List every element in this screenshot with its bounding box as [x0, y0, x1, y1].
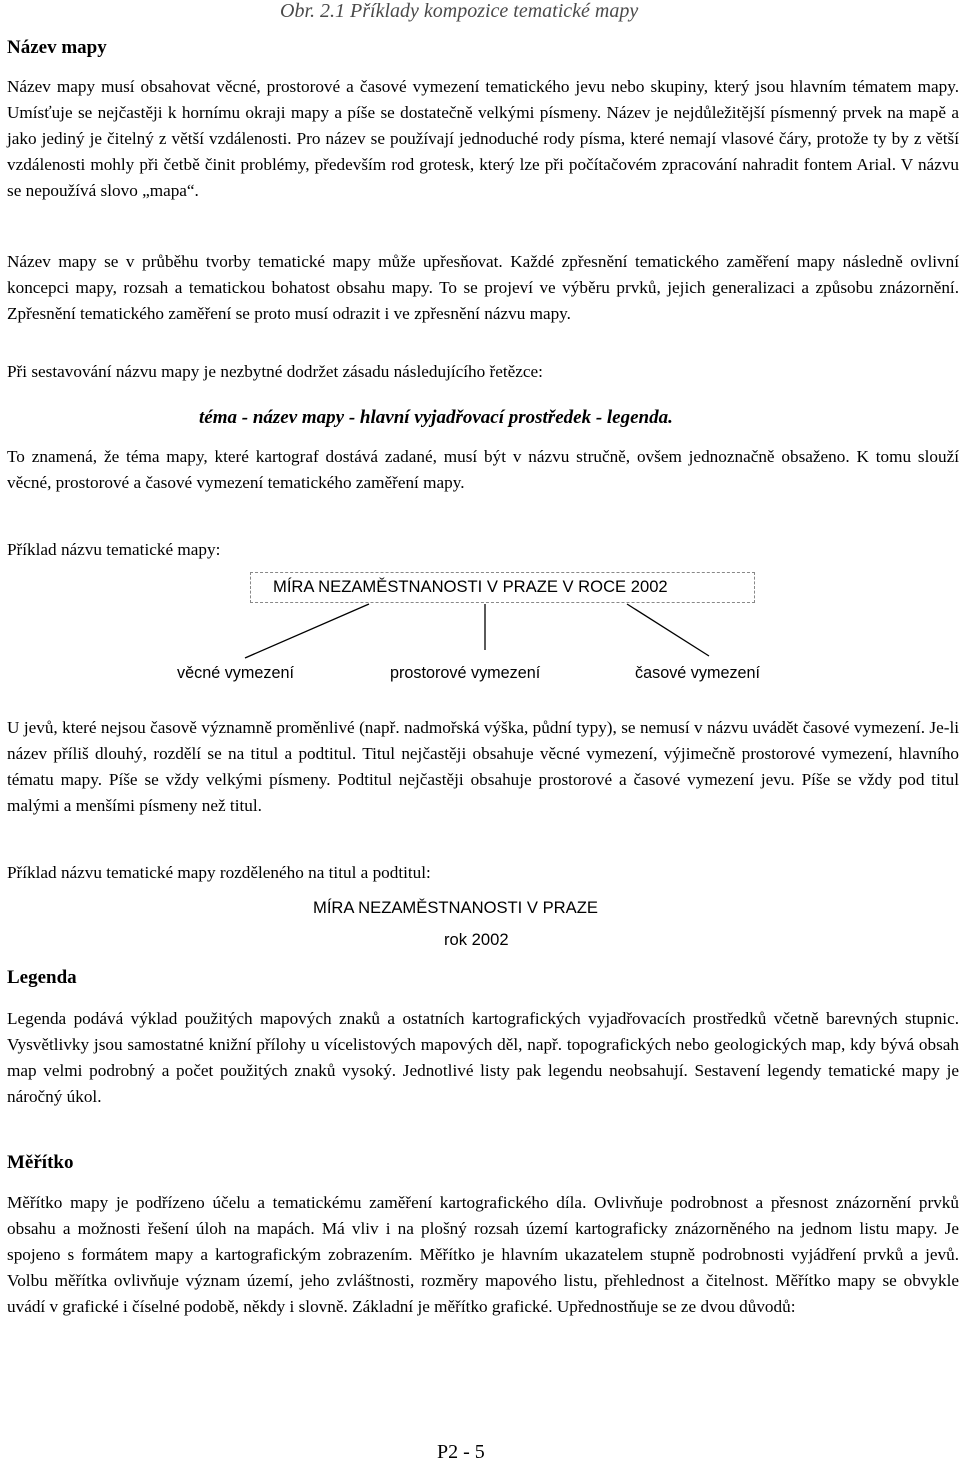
heading-nazev-mapy: Název mapy — [7, 37, 107, 58]
paragraph-text: U jevů, které nejsou časově významně proměnlivé (např. nadmořská výška, půdní typy), se nemusí v názvu uvádět časové vymezení. Je-li název příliš dlouhý, rozdělí se na titul a podtitul. Titul nejčastěji obsahuje věcné vymezení, výjimečně prostorové vymezení, hlavního tématu mapy. Píše se vždy velkými písmeny. Podtitul nejčastěji obsahuje prostorové a časové vymezení jevu. Píše se vždy pod titul malými a menšími písmeny než titul. — [7, 718, 959, 815]
label-prostorove-vymezeni: prostorové vymezení — [390, 664, 541, 682]
paragraph-text: Název mapy se v průběhu tvorby tematické mapy může upřesňovat. Každé zpřesnění tematického zaměření mapy následně ovlivní koncepci mapy, rozsah a tematickou bohatost obsahu mapy. To se projeví ve výběru prvků, jejich generalizaci a způsobu znázornění. Zpřesnění tematického zaměření se proto musí odrazit i ve zpřesnění názvu mapy. — [7, 252, 959, 323]
paragraph-text: Při sestavování názvu mapy je nezbytné dodržet zásadu následujícího řetězce: — [7, 362, 543, 381]
paragraph-text: Legenda podává výklad použitých mapových znaků a ostatních kartografických vyjadřovacích prostředků včetně barevných stupnic. Vysvětlivky jsou samostatné knižní přílohy u vícelistových mapových děl, např. topografických nebo geologických map, kdy bývá obsah map velmi podrobný a počet použitých znaků vysoký. Jednotlivé listy pak legendu neobsahují. Sestavení legendy tematické mapy je náročný úkol. — [7, 1009, 959, 1106]
document-page — [7, 0, 959, 1466]
chain-formula: téma - název mapy - hlavní vyjadřovací prostředek - legenda. — [199, 407, 673, 428]
label-vecne-vymezeni: věcné vymezení — [177, 664, 294, 682]
paragraph-meritko — [7, 1190, 959, 1320]
heading-meritko: Měřítko — [7, 1152, 74, 1173]
line-vecne — [245, 604, 369, 658]
example2-subtitle: rok 2002 — [444, 930, 509, 949]
label-casove-vymezeni: časové vymezení — [635, 664, 761, 682]
title-breakdown-lines — [7, 0, 959, 700]
example-label-text: Příklad názvu tematické mapy: — [7, 540, 221, 559]
example2-title: MÍRA NEZAMĚSTNANOSTI V PRAZE — [313, 898, 598, 917]
paragraph-nazev-5 — [7, 715, 959, 819]
paragraph-text: Měřítko mapy je podřízeno účelu a tematickému zaměření kartografického díla. Ovlivňuje podrobnost a přesnost znázornění prvků obsahu a možnosti řešení úloh na mapách. Má vliv i na plošný rozsah území kartograficky znázorněného na jednom listu mapy. Je spojeno s formátem mapy a kartografickým zobrazením. Měřítko je hlavním ukazatelem stupně podrobnosti vyjádření prvků a jevů. Volbu měřítka ovlivňuje význam území, jeho zvláštnosti, rozměry mapového listu, přehlednost a čitelnost. Měřítko mapy se obvykle uvádí v grafické i číselné podobě, někdy i slovně. Základní je měřítko grafické. Upřednostňuje se ze dvou důvodů: — [7, 1193, 959, 1316]
figure-caption: Obr. 2.1 Příklady kompozice tematické mapy — [280, 0, 639, 22]
line-casove — [627, 604, 709, 656]
page-number: P2 - 5 — [437, 1441, 485, 1463]
example2-label — [7, 860, 959, 886]
example-title-box: MÍRA NEZAMĚSTNANOSTI V PRAZE V ROCE 2002 — [250, 572, 755, 603]
paragraph-text: Název mapy musí obsahovat věcné, prostorové a časové vymezení tematického jevu nebo skupiny, který jsou hlavním tématem mapy. Umísťuje se nejčastěji k hornímu okraji mapy a píše se dostatečně velkými písmeny. Název je nejdůležitější písmenný prvek na mapě a jako jediný je čitelný z větší vzdálenosti. Pro název se používají jednoduché rody písma, které nemají vlasové čáry, protože ty by z větší vzdálenosti mohly při četbě činit problémy, především rod grotesk, který lze při počítačovém zpracování nahradit fontem Arial. V názvu se nepoužívá slovo „mapa“. — [7, 77, 959, 200]
example2-label-text: Příklad názvu tematické mapy rozděleného na titul a podtitul: — [7, 863, 431, 882]
paragraph-text: To znamená, že téma mapy, které kartograf dostává zadané, musí být v názvu stručně, ovšem jednoznačně obsaženo. K tomu slouží věcné, prostorové a časové vymezení tematického zaměření mapy. — [7, 447, 959, 492]
paragraph-legenda — [7, 1006, 959, 1110]
heading-legenda: Legenda — [7, 967, 77, 988]
